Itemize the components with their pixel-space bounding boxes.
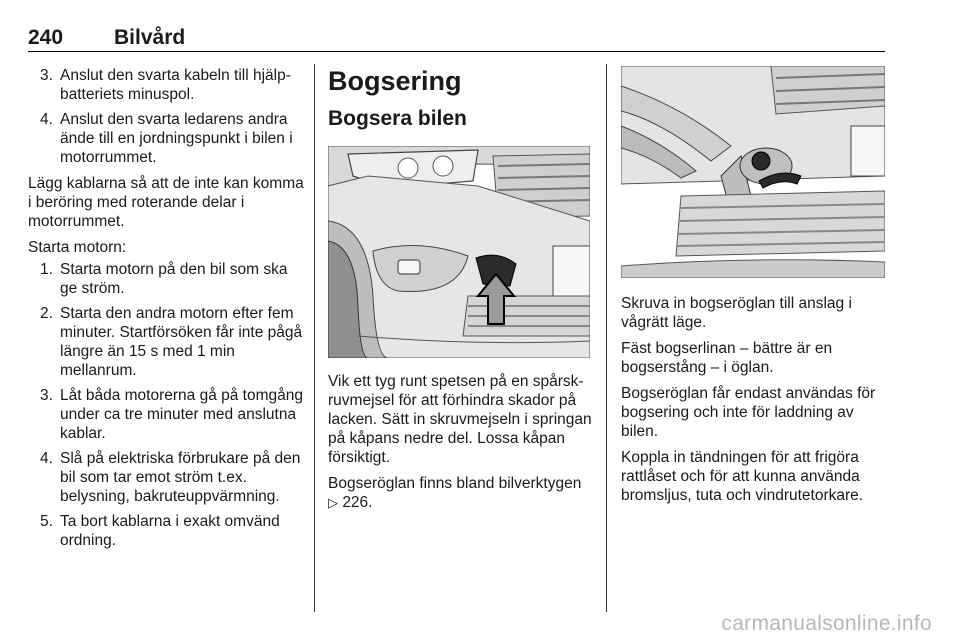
list-item: 5. Ta bort kablarna i exakt omvänd ordning. bbox=[40, 513, 280, 549]
list-item: 3. Låt båda motorerna gå på tomgång under ca tre minuter med anslutna kablar. bbox=[40, 387, 304, 442]
list-item: 3. Anslut den svarta kabeln till hjälp-batteriets minuspol. bbox=[40, 67, 291, 103]
bumper-cover-illustration bbox=[328, 146, 590, 358]
paragraph: Bogseröglan finns bland bilverktygen ▷ 226. bbox=[328, 475, 582, 511]
watermark: carmanualsonline.info bbox=[721, 612, 932, 635]
column-2 bbox=[328, 66, 596, 519]
column-1 bbox=[28, 66, 304, 557]
start-steps-list bbox=[28, 260, 304, 550]
list-item: 4. Slå på elektriska förbrukare på den bil som tar emot ström t.ex. belysning, bakruteuppvärmning. bbox=[40, 450, 301, 505]
arrow-reference-icon: ▷ bbox=[328, 495, 338, 510]
paragraph: Skruva in bogseröglan till anslag i vågrätt läge. bbox=[621, 295, 852, 331]
paragraph: Lägg kablarna så att de inte kan komma i beröring med roterande delar i motorrummet. bbox=[28, 175, 304, 230]
list-item: 4. Anslut den svarta ledarens andra ände till en jordningspunkt i bilen i motorrummet. bbox=[40, 111, 293, 166]
paragraph: Koppla in tändningen för att frigöra rattlåset och för att kunna använda bromsljus, tuta och vindrutetorkare. bbox=[621, 449, 864, 504]
column-divider-1 bbox=[314, 64, 315, 612]
column-3 bbox=[621, 66, 887, 512]
column-divider-2 bbox=[606, 64, 607, 612]
paragraph: Bogseröglan får endast användas för bogsering och inte för laddning av bilen. bbox=[621, 385, 876, 440]
page-number: 240 bbox=[28, 26, 64, 49]
steps-list-continued bbox=[28, 66, 304, 167]
header-rule bbox=[28, 51, 885, 52]
tow-eye-illustration bbox=[621, 66, 885, 278]
subsection-heading: Bogsera bilen bbox=[328, 107, 467, 130]
page-header bbox=[28, 26, 885, 50]
section-title: Bilvård bbox=[114, 26, 186, 49]
list-item: 1. Starta motorn på den bil som ska ge ström. bbox=[40, 261, 288, 297]
page-reference-link[interactable]: 226. bbox=[342, 494, 373, 511]
paragraph: Starta motorn: bbox=[28, 239, 127, 256]
section-heading: Bogsering bbox=[328, 66, 462, 96]
paragraph: Vik ett tyg runt spetsen på en spårsk-ruvmejsel för att förhindra skador på lacken. Sätt in skruvmejseln i springan på kåpans nedre del. Lossa kåpan försiktigt. bbox=[328, 373, 592, 466]
list-item: 2. Starta den andra motorn efter fem minuter. Startförsöken får inte pågå längre än 15 s med 1 min mellanrum. bbox=[40, 305, 303, 379]
paragraph: Fäst bogserlinan – bättre är en bogserstång – i öglan. bbox=[621, 340, 833, 376]
